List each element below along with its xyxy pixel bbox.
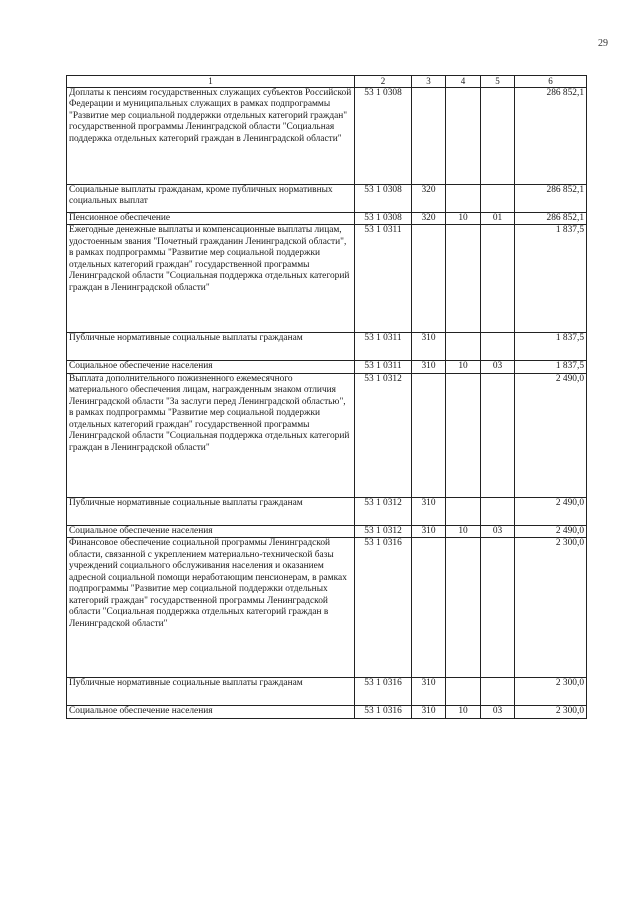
header-cell-4: 4 xyxy=(446,76,481,88)
row-rz xyxy=(446,678,481,706)
row-vr: 310 xyxy=(412,525,446,537)
row-csr: 53 1 0316 xyxy=(355,706,412,718)
row-vr: 310 xyxy=(412,361,446,373)
row-pr: 03 xyxy=(481,525,515,537)
row-csr: 53 1 0308 xyxy=(355,212,412,224)
row-rz xyxy=(446,538,481,678)
row-rz: 10 xyxy=(446,525,481,537)
row-pr xyxy=(481,678,515,706)
row-vr xyxy=(412,225,446,333)
row-sum: 1 837,5 xyxy=(515,225,587,333)
row-sum: 286 852,1 xyxy=(515,87,587,184)
row-pr: 03 xyxy=(481,706,515,718)
row-sum: 1 837,5 xyxy=(515,361,587,373)
row-pr xyxy=(481,87,515,184)
row-rz xyxy=(446,225,481,333)
row-rz xyxy=(446,373,481,497)
table-row xyxy=(67,212,587,224)
table-row xyxy=(67,678,587,706)
header-cell-6: 6 xyxy=(515,76,587,88)
table-row xyxy=(67,497,587,525)
row-vr xyxy=(412,373,446,497)
table-row xyxy=(67,525,587,537)
table-row xyxy=(67,225,587,333)
row-pr: 03 xyxy=(481,361,515,373)
row-vr xyxy=(412,87,446,184)
row-rz xyxy=(446,497,481,525)
row-sum: 2 490,0 xyxy=(515,373,587,497)
header-cell-5: 5 xyxy=(481,76,515,88)
row-vr: 310 xyxy=(412,497,446,525)
row-csr: 53 1 0311 xyxy=(355,225,412,333)
row-name: Выплата дополнительного пожизненного ежемесячного материального обеспечения лицам, награжденным знаком отличия Ленинградской области "За заслуги перед Ленинградской областью", в рамках подпрограммы "Развитие мер социальной поддержки отдельных категорий граждан" государственной программы Ленинградской области "Социальная поддержка отдельных категорий граждан в Ленинградской области" xyxy=(67,373,355,497)
table-row xyxy=(67,87,587,184)
row-csr: 53 1 0308 xyxy=(355,87,412,184)
row-csr: 53 1 0311 xyxy=(355,333,412,361)
row-name: Социальные выплаты гражданам, кроме публичных нормативных социальных выплат xyxy=(67,184,355,212)
page-number: 29 xyxy=(598,38,608,49)
row-csr: 53 1 0311 xyxy=(355,361,412,373)
row-sum: 1 837,5 xyxy=(515,333,587,361)
table-header-row xyxy=(67,76,587,88)
table-row xyxy=(67,373,587,497)
header-cell-3: 3 xyxy=(412,76,446,88)
table-row xyxy=(67,706,587,718)
row-pr xyxy=(481,373,515,497)
row-sum: 2 490,0 xyxy=(515,525,587,537)
row-rz: 10 xyxy=(446,706,481,718)
row-name: Доплаты к пенсиям государственных служащих субъектов Российской Федерации и муниципальных служащих в рамках подпрограммы "Развитие мер социальной поддержки отдельных категорий граждан" государственной программы Ленинградской области "Социальная поддержка отдельных категорий граждан в Ленинградской области" xyxy=(67,87,355,184)
row-rz: 10 xyxy=(446,361,481,373)
row-name: Публичные нормативные социальные выплаты гражданам xyxy=(67,497,355,525)
row-name: Публичные нормативные социальные выплаты гражданам xyxy=(67,678,355,706)
row-name: Ежегодные денежные выплаты и компенсационные выплаты лицам, удостоенным звания "Почетный гражданин Ленинградской области", в рамках подпрограммы "Развитие мер социальной поддержки отдельных категорий граждан" государственной программы Ленинградской области "Социальная поддержка отдельных категорий граждан в Ленинградской области" xyxy=(67,225,355,333)
row-pr: 01 xyxy=(481,212,515,224)
row-csr: 53 1 0316 xyxy=(355,678,412,706)
table-row xyxy=(67,538,587,678)
table-row xyxy=(67,184,587,212)
row-rz xyxy=(446,184,481,212)
row-name: Публичные нормативные социальные выплаты гражданам xyxy=(67,333,355,361)
row-sum: 2 300,0 xyxy=(515,678,587,706)
row-name: Финансовое обеспечение социальной программы Ленинградской области, связанной с укреплением материально-технической базы учреждений социального обслуживания населения и оказанием адресной социальной помощи неработающим пенсионерам, в рамках подпрограммы "Развитие мер социальной поддержки отдельных категорий граждан" государственной программы Ленинградской области "Социальная поддержка отдельных категорий граждан в Ленинградской области" xyxy=(67,538,355,678)
row-rz: 10 xyxy=(446,212,481,224)
row-pr xyxy=(481,184,515,212)
row-pr xyxy=(481,497,515,525)
row-sum: 286 852,1 xyxy=(515,212,587,224)
row-name: Социальное обеспечение населения xyxy=(67,361,355,373)
row-rz xyxy=(446,333,481,361)
header-cell-1: 1 xyxy=(67,76,355,88)
header-cell-2: 2 xyxy=(355,76,412,88)
row-name: Социальное обеспечение населения xyxy=(67,525,355,537)
row-vr: 310 xyxy=(412,678,446,706)
table-row xyxy=(67,333,587,361)
row-csr: 53 1 0312 xyxy=(355,373,412,497)
row-pr xyxy=(481,538,515,678)
table-row xyxy=(67,361,587,373)
row-sum: 2 300,0 xyxy=(515,706,587,718)
row-vr: 310 xyxy=(412,333,446,361)
row-csr: 53 1 0312 xyxy=(355,525,412,537)
row-rz xyxy=(446,87,481,184)
row-sum: 286 852,1 xyxy=(515,184,587,212)
row-vr: 310 xyxy=(412,706,446,718)
row-name: Пенсионное обеспечение xyxy=(67,212,355,224)
row-vr: 320 xyxy=(412,212,446,224)
row-pr xyxy=(481,225,515,333)
row-vr: 320 xyxy=(412,184,446,212)
row-pr xyxy=(481,333,515,361)
row-csr: 53 1 0308 xyxy=(355,184,412,212)
row-sum: 2 490,0 xyxy=(515,497,587,525)
row-name: Социальное обеспечение населения xyxy=(67,706,355,718)
row-csr: 53 1 0316 xyxy=(355,538,412,678)
budget-table xyxy=(66,75,587,719)
row-csr: 53 1 0312 xyxy=(355,497,412,525)
row-vr xyxy=(412,538,446,678)
row-sum: 2 300,0 xyxy=(515,538,587,678)
